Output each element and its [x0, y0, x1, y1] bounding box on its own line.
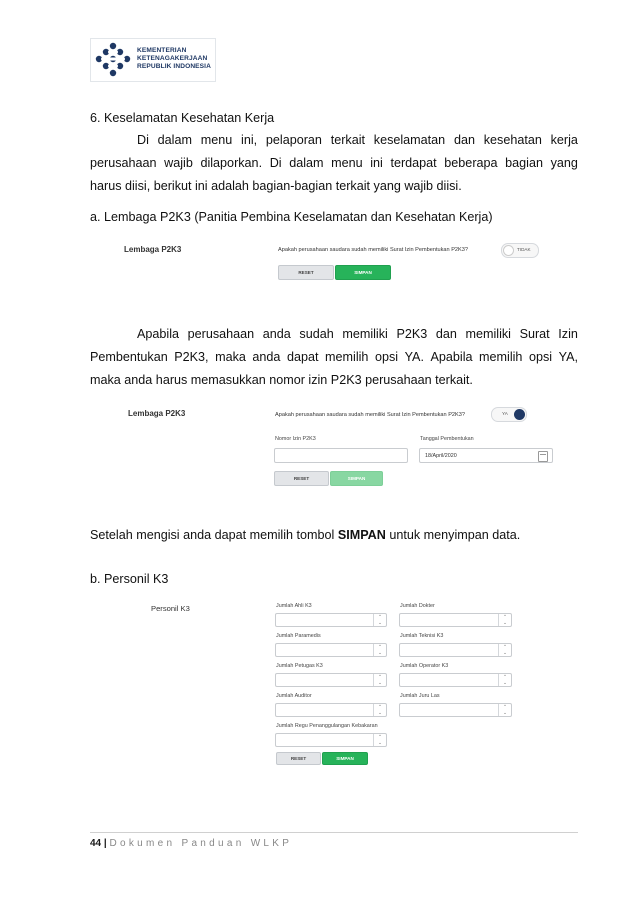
section-heading: 6. Keselamatan Kesehatan Kerja	[90, 111, 275, 125]
word: Apabila	[137, 327, 180, 341]
stepper-icon[interactable]: ⌃ ⌄	[373, 614, 386, 626]
label-ahli-k3: Jumlah Ahli K3	[276, 603, 312, 609]
screen2-reset-button[interactable]: RESET	[274, 471, 329, 486]
page-number: 44	[90, 838, 102, 849]
screen1-simpan-button[interactable]: SIMPAN	[335, 265, 391, 280]
label-juru-las: Jumlah Juru Las	[400, 693, 440, 699]
simpan-pre: Setelah mengisi anda dapat memilih tombol	[90, 528, 338, 542]
para2-line-1	[137, 327, 578, 341]
simpan-post: untuk menyimpan data.	[385, 528, 521, 542]
para2-line-2	[90, 350, 578, 364]
tanggal-input[interactable]	[419, 448, 553, 463]
word: YA.	[404, 350, 424, 364]
screen2-title: Lembaga P2K3	[128, 409, 186, 418]
word: P2K3	[396, 327, 428, 341]
stepper-icon[interactable]: ⌃ ⌄	[498, 614, 511, 626]
label-regu-kebakaran: Jumlah Regu Penanggulangan Kebakaran	[276, 723, 378, 729]
input-dokter[interactable]	[399, 613, 512, 627]
stepper-icon[interactable]: ⌃ ⌄	[373, 644, 386, 656]
word: keselamatan	[373, 133, 446, 147]
word: anda	[252, 350, 281, 364]
word: ini	[370, 156, 383, 170]
intro-line-2	[90, 156, 578, 170]
screen1-toggle[interactable]	[501, 243, 539, 258]
subheading-a: a. Lembaga P2K3 (Panitia Pembina Keselamatan dan Kesehatan Kerja)	[90, 210, 493, 224]
screen3-reset-button[interactable]: RESET	[276, 752, 321, 765]
screen3-title: Personil K3	[151, 604, 190, 613]
logo-line-3: REPUBLIK INDONESIA	[137, 63, 211, 70]
word: kesehatan	[483, 133, 542, 147]
word: memilih	[479, 350, 523, 364]
word: Izin	[558, 327, 578, 341]
screen1-question: Apakah perusahaan saudara sudah memiliki Surat Izin Pembentukan P2K3?	[278, 247, 468, 253]
label-paramedis: Jumlah Paramedis	[276, 633, 321, 639]
word: Apabila	[430, 350, 473, 364]
para2-line-3: maka anda harus memasukkan nomor izin P2K3 perusahaan terkait.	[90, 373, 473, 387]
word: menu	[331, 156, 363, 170]
word: Pembentukan	[90, 350, 168, 364]
label-auditor: Jumlah Auditor	[276, 693, 312, 699]
screen3-simpan-button[interactable]: SIMPAN	[322, 752, 368, 765]
calendar-icon[interactable]	[538, 451, 548, 462]
word: perusahaan	[187, 327, 255, 341]
word: P2K3,	[174, 350, 209, 364]
word: dan	[435, 327, 457, 341]
word: Surat	[519, 327, 550, 341]
word: opsi	[528, 350, 553, 364]
input-ahli-k3[interactable]	[275, 613, 387, 627]
word: bagian	[505, 156, 543, 170]
word: memilih	[325, 350, 369, 364]
screen1-toggle-label: TIDAK	[517, 247, 531, 252]
screen2-toggle[interactable]	[491, 407, 527, 422]
stepper-icon[interactable]: ⌃ ⌄	[373, 734, 386, 746]
intro-line-1	[137, 133, 578, 147]
word: memiliki	[342, 327, 388, 341]
word: dapat	[286, 350, 319, 364]
logo-line-1: KEMENTERIAN	[137, 47, 187, 54]
screen2-simpan-button[interactable]: SIMPAN	[330, 471, 383, 486]
word: terdapat	[390, 156, 437, 170]
nomor-izin-label: Nomor Izin P2K3	[275, 436, 316, 442]
input-teknisi-k3[interactable]	[399, 643, 512, 657]
word: terkait	[330, 133, 365, 147]
word: kerja	[550, 133, 578, 147]
input-auditor[interactable]	[275, 703, 387, 717]
logo-line-2: KETENAGAKERJAAN	[137, 55, 208, 62]
word: Di	[269, 156, 282, 170]
input-juru-las[interactable]	[399, 703, 512, 717]
word: ini,	[241, 133, 258, 147]
word: perusahaan	[90, 156, 157, 170]
ministry-logo	[90, 38, 216, 82]
simpan-bold: SIMPAN	[337, 528, 386, 542]
simpan-instruction	[90, 528, 520, 542]
toggle-knob-icon	[503, 245, 514, 256]
word: wajib	[164, 156, 193, 170]
label-petugas-k3: Jumlah Petugas K3	[276, 663, 323, 669]
page-footer	[90, 838, 292, 849]
word: dalam	[289, 156, 324, 170]
word: yang	[550, 156, 578, 170]
label-operator-k3: Jumlah Operator K3	[400, 663, 449, 669]
stepper-icon[interactable]: ⌃ ⌄	[498, 674, 511, 686]
word: dilaporkan.	[200, 156, 263, 170]
word: Di	[137, 133, 149, 147]
input-petugas-k3[interactable]	[275, 673, 387, 687]
word: beberapa	[444, 156, 498, 170]
input-paramedis[interactable]	[275, 643, 387, 657]
word: sudah	[299, 327, 334, 341]
word: pelaporan	[265, 133, 322, 147]
screen1-reset-button[interactable]: RESET	[278, 265, 334, 280]
nomor-izin-input[interactable]	[274, 448, 408, 463]
screen2-question: Apakah perusahaan saudara sudah memiliki Surat Izin Pembentukan P2K3?	[275, 412, 465, 418]
word: memiliki	[465, 327, 511, 341]
stepper-icon[interactable]: ⌃ ⌄	[373, 674, 386, 686]
stepper-icon[interactable]: ⌃ ⌄	[498, 704, 511, 716]
footer-divider	[90, 832, 578, 833]
input-operator-k3[interactable]	[399, 673, 512, 687]
label-teknisi-k3: Jumlah Teknisi K3	[400, 633, 444, 639]
word: dalam	[157, 133, 192, 147]
logo-text	[137, 47, 211, 71]
word: anda	[262, 327, 291, 341]
word: menu	[200, 133, 233, 147]
word: maka	[215, 350, 246, 364]
word: dan	[453, 133, 475, 147]
toggle-knob-icon	[514, 409, 525, 420]
word: YA,	[558, 350, 578, 364]
subheading-b: b. Personil K3	[90, 572, 169, 586]
stepper-icon[interactable]: ⌃ ⌄	[498, 644, 511, 656]
input-regu-kebakaran[interactable]	[275, 733, 387, 747]
footer-separator: |	[103, 838, 107, 849]
screen1-title: Lembaga P2K3	[124, 245, 182, 254]
label-dokter: Jumlah Dokter	[400, 603, 435, 609]
screen2-toggle-label: YA	[502, 411, 508, 416]
tanggal-label: Tanggal Pembentukan	[420, 436, 474, 442]
intro-line-3: harus diisi, berikut ini adalah bagian-bagian terkait yang wajib diisi.	[90, 179, 462, 193]
document-title: Dokumen Panduan WLKP	[109, 838, 293, 849]
tanggal-value: 18/April/2020	[425, 453, 457, 459]
ministry-emblem-icon	[93, 41, 133, 79]
stepper-icon[interactable]: ⌃ ⌄	[373, 704, 386, 716]
word: opsi	[374, 350, 399, 364]
